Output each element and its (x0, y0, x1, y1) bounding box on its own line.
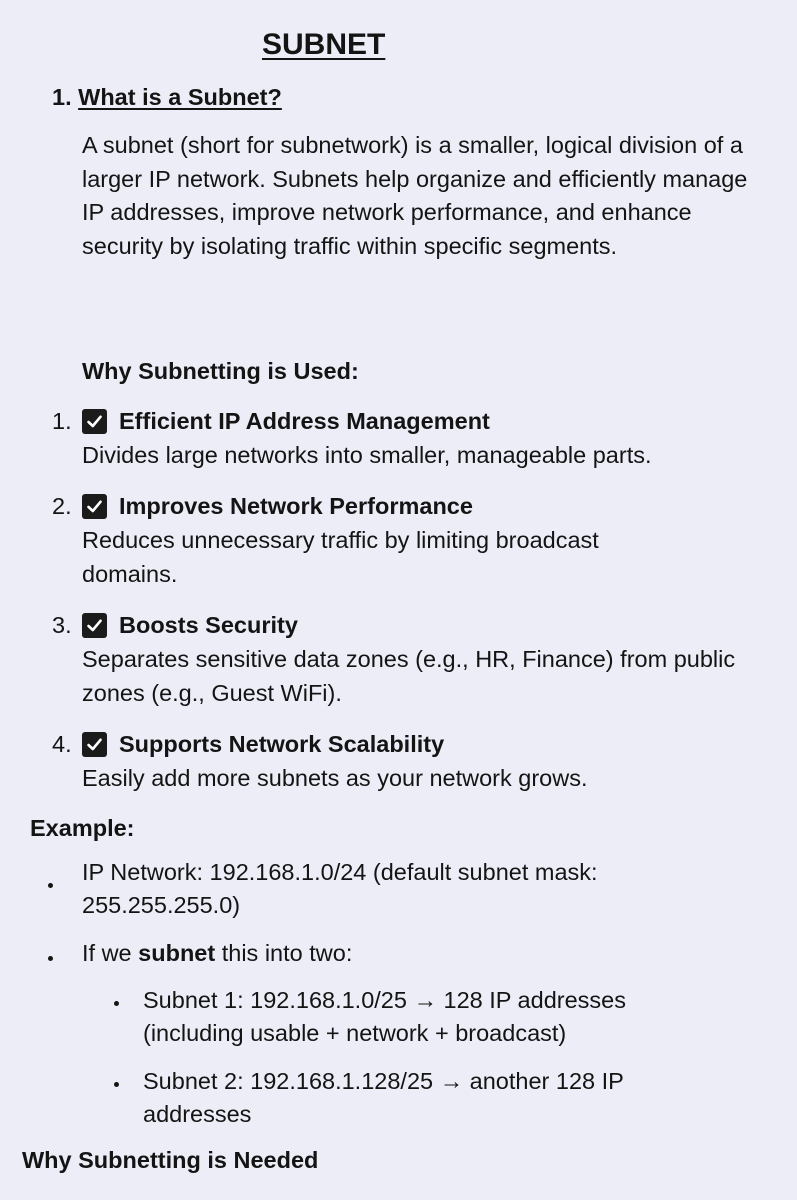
bullet-text-suffix: this into two: (215, 940, 353, 966)
reason-title: Improves Network Performance (119, 493, 473, 519)
reason-item (52, 491, 782, 591)
reason-title: Supports Network Scalability (119, 731, 445, 757)
bullet-icon (48, 956, 53, 961)
bullet-icon (114, 1082, 119, 1087)
example-bullet-network: IP Network: 192.168.1.0/24 (default subnet mask: 255.255.255.0) (82, 859, 598, 918)
bullet-text-prefix: If we (82, 940, 139, 966)
reason-description: Easily add more subnets as your network grows. (82, 765, 588, 791)
reason-description: Reduces unnecessary traffic by limiting broadcast domains. (82, 527, 599, 587)
bullet-icon (114, 1001, 119, 1006)
reason-number: 1. (52, 408, 72, 434)
reason-title: Boosts Security (119, 612, 298, 638)
example-bullet-split (82, 937, 352, 970)
section-heading-text: What is a Subnet? (78, 84, 282, 110)
check-box-icon (82, 409, 107, 434)
bottom-heading: Why Subnetting is Needed (22, 1147, 319, 1173)
reason-title: Efficient IP Address Management (119, 408, 490, 434)
check-box-icon (82, 613, 107, 638)
reason-number: 4. (52, 731, 72, 757)
check-box-icon (82, 494, 107, 519)
subnet-definition-paragraph: A subnet (short for subnetwork) is a smaller, logical division of a larger IP network. Subnets help organize and efficiently manage IP addresses, improve network performance, and enhance security by isolating traffic within specific segments. (82, 132, 748, 259)
reason-item (52, 610, 782, 710)
reason-number: 3. (52, 612, 72, 638)
reason-item (52, 729, 782, 795)
section-number: 1. (52, 84, 72, 110)
sub-bullet-subnet-1: Subnet 1: 192.168.1.0/25 → 128 IP addresses (including usable + network + broadcast) (143, 987, 626, 1046)
bullet-icon (48, 883, 53, 888)
reason-item (52, 406, 782, 472)
sub-bullet-subnet-2: Subnet 2: 192.168.1.128/25 → another 128 IP addresses (143, 1068, 624, 1127)
check-box-icon (82, 732, 107, 757)
bullet-text-bold: subnet (138, 940, 216, 966)
reason-description: Divides large networks into smaller, manageable parts. (82, 442, 652, 468)
section-heading (52, 84, 282, 111)
example-heading: Example: (30, 815, 135, 841)
why-used-heading: Why Subnetting is Used: (82, 358, 359, 384)
reason-description: Separates sensitive data zones (e.g., HR, Finance) from public zones (e.g., Guest WiFi). (82, 646, 736, 706)
page-title: SUBNET (262, 28, 386, 61)
reason-number: 2. (52, 493, 72, 519)
